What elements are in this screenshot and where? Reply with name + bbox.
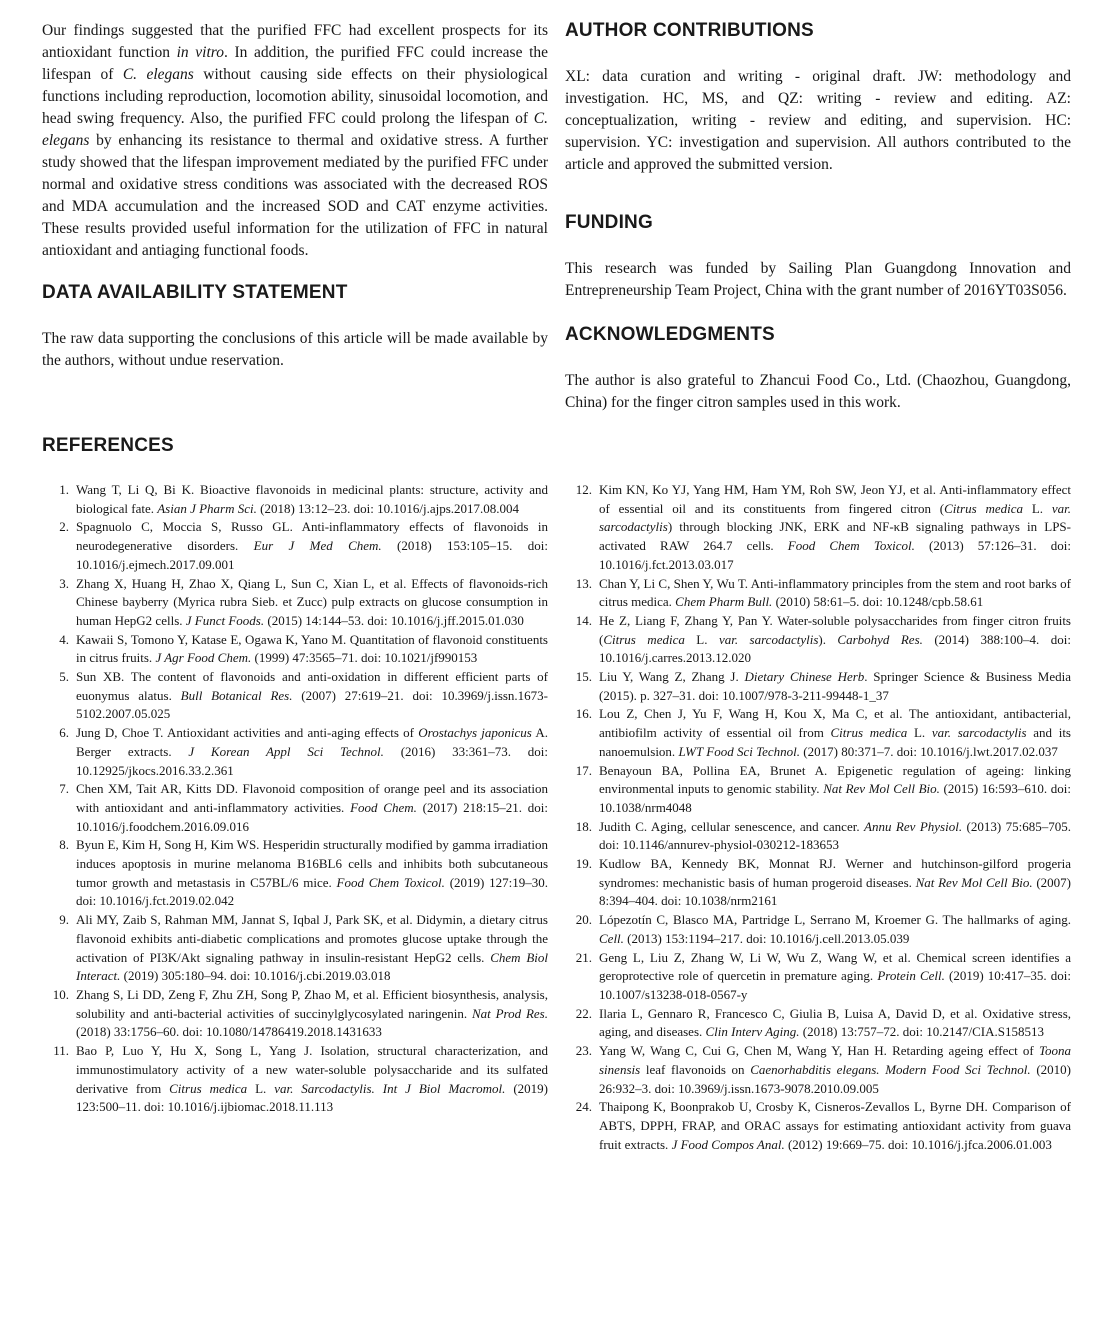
reference-item xyxy=(565,1098,1071,1154)
reference-number: 23. xyxy=(575,1043,592,1059)
author-contributions-heading: AUTHOR CONTRIBUTIONS xyxy=(565,20,814,41)
reference-text: Yang W, Wang C, Cui G, Chen M, Wang Y, Han H. Retarding ageing effect of Toona sinensis leaf flavonoids on Caenorhabditis elegans. Modern Food Sci Technol. (2010) 26:932–3. doi: 10.3969/j.issn.1673-9078.2010.09.005 xyxy=(599,1043,1071,1096)
reference-number: 22. xyxy=(575,1005,592,1021)
reference-number: 1. xyxy=(59,482,69,497)
reference-text: Judith C. Aging, cellular senescence, and cancer. Annu Rev Physiol. (2013) 75:685–705. doi: 10.1146/annurev-physiol-030212-183653 xyxy=(599,818,1071,853)
reference-text: Kudlow BA, Kennedy BK, Monnat RJ. Werner and hutchinson-gilford progeria syndromes: mechanistic basis of human progeroid diseases. Nat Rev Mol Cell Bio. (2007) 8:394–404. doi: 10.1038/nrm2161 xyxy=(599,856,1071,909)
reference-item xyxy=(565,855,1071,911)
reference-number: 20. xyxy=(575,912,592,928)
reference-item xyxy=(565,612,1071,668)
reference-text: Spagnuolo C, Moccia S, Russo GL. Anti-inflammatory effects of flavonoids in neurodegenerative disorders. Eur J Med Chem. (2018) 153:105–15. doi: 10.1016/j.ejmech.2017.09.001 xyxy=(76,519,548,572)
reference-text: Chen XM, Tait AR, Kitts DD. Flavonoid composition of orange peel and its association with antioxidant and anti-inflammatory activities. Food Chem. (2017) 218:15–21. doi: 10.1016/j.foodchem.2016.09.016 xyxy=(76,781,548,834)
reference-text: Zhang S, Li DD, Zeng F, Zhu ZH, Song P, Zhao M, et al. Efficient biosynthesis, analysis, solubility and anti-bacterial activities of succinylglycosylated naringenin. Nat Prod Res. (2018) 33:1756–60. doi: 10.1080/14786419.2018.1431633 xyxy=(76,986,548,1040)
reference-number: 11. xyxy=(53,1043,69,1059)
funding-body: This research was funded by Sailing Plan Guangdong Innovation and Entrepreneurship Team Project, China with the grant number of 2016YT03S056. xyxy=(565,260,1071,299)
reference-item xyxy=(42,986,548,1042)
reference-text: Benayoun BA, Pollina EA, Brunet A. Epigenetic regulation of ageing: linking environmental inputs to genomic stability. Nat Rev Mol Cell Bio. (2015) 16:593–610. doi: 10.1038/nrm4048 xyxy=(599,762,1072,815)
reference-number: 5. xyxy=(59,669,69,685)
reference-item xyxy=(42,780,548,836)
reference-number: 12. xyxy=(575,482,592,497)
reference-text: Zhang X, Huang H, Zhao X, Qiang L, Sun C, Xian L, et al. Effects of flavonoids-rich Chinese bayberry (Myrica rubra Sieb. et Zucc) pulp extracts on glucose consumption in human HepG2 cells. J Funct Foods. (2015) 14:144–53. doi: 10.1016/j.jff.2015.01.030 xyxy=(76,575,548,628)
reference-item xyxy=(565,668,1071,705)
reference-item xyxy=(42,836,548,911)
reference-text: Chan Y, Li C, Shen Y, Wu T. Anti-inflammatory principles from the stem and root barks of citrus medica. Chem Pharm Bull. (2010) 58:61–5. doi: 10.1248/cpb.58.61 xyxy=(599,575,1071,610)
reference-text: Lópezotín C, Blasco MA, Partridge L, Serrano M, Kroemer G. The hallmarks of aging. Cell. (2013) 153:1194–217. doi: 10.1016/j.cell.2013.05.039 xyxy=(599,912,1071,946)
reference-item xyxy=(42,724,548,780)
references-list-left xyxy=(42,481,548,1117)
reference-number: 17. xyxy=(575,762,592,778)
left-column xyxy=(42,20,548,1343)
reference-item xyxy=(42,481,548,518)
reference-number: 10. xyxy=(52,986,69,1002)
reference-number: 21. xyxy=(575,949,592,965)
reference-number: 15. xyxy=(575,669,592,685)
reference-text: Kawaii S, Tomono Y, Katase E, Ogawa K, Yano M. Quantitation of flavonoid constituents in citrus fruits. J Agr Food Chem. (1999) 47:3565–71. doi: 10.1021/jf990153 xyxy=(76,631,548,666)
conclusion-paragraph: Our findings suggested that the purified FFC had excellent prospects for its antioxidant function in vitro. In addition, the purified FFC could increase the lifespan of C. elegans without causing side effects on their physiological functions including reproduction, locomotion ability, sinusoidal locomotion, and head swing frequency. Also, the purified FFC could prolong the lifespan of C. elegans by enhancing its resistance to thermal and oxidative stress. A further study showed that the lifespan improvement mediated by the purified FFC under normal and oxidative stress conditions was associated with the decreased ROS and MDA accumulation and the increased SOD and CAT enzyme activities. These results provided useful information for the utilization of FFC in natural antioxidant and antiaging functional foods. xyxy=(42,22,549,259)
acknowledgments-body: The author is also grateful to Zhancui Food Co., Ltd. (Chaozhou, Guangdong, China) for the finger citron samples used in this work. xyxy=(565,372,1071,411)
reference-number: 3. xyxy=(59,575,69,591)
reference-number: 16. xyxy=(575,706,592,722)
reference-text: Bao P, Luo Y, Hu X, Song L, Yang J. Isolation, structural characterization, and immunostimulatory activity of a new water-soluble polysaccharide and its sulfated derivative from Citrus medica L. var. Sarcodactylis. Int J Biol Macromol. (2019) 123:500–11. doi: 10.1016/j.ijbiomac.2018.11.113 xyxy=(76,1043,548,1115)
reference-number: 18. xyxy=(575,818,592,834)
reference-text: He Z, Liang F, Zhang Y, Pan Y. Water-soluble polysaccharides from finger citron fruits (Citrus medica L. var. sarcodactylis). Carbohyd Res. (2014) 388:100–4. doi: 10.1016/j.carres.2013.12.020 xyxy=(599,612,1071,666)
reference-item xyxy=(565,1042,1071,1098)
reference-item xyxy=(42,1042,548,1117)
data-availability-heading: DATA AVAILABILITY STATEMENT xyxy=(42,282,348,303)
reference-item xyxy=(42,631,548,668)
reference-text: Wang T, Li Q, Bi K. Bioactive flavonoids in medicinal plants: structure, activity and biological fate. Asian J Pharm Sci. (2018) 13:12–23. doi: 10.1016/j.ajps.2017.08.004 xyxy=(76,482,548,516)
reference-text: Ilaria L, Gennaro R, Francesco C, Giulia B, Luisa A, David D, et al. Oxidative stress, aging, and diseases. Clin Interv Aging. (2018) 13:757–72. doi: 10.2147/CIA.S158513 xyxy=(599,1005,1071,1040)
reference-item xyxy=(565,1005,1071,1042)
references-heading: REFERENCES xyxy=(42,435,174,456)
reference-number: 24. xyxy=(575,1099,592,1115)
reference-number: 9. xyxy=(59,912,69,928)
reference-number: 2. xyxy=(59,519,69,535)
reference-number: 4. xyxy=(59,631,69,647)
reference-number: 6. xyxy=(59,725,69,741)
reference-number: 8. xyxy=(59,837,69,853)
reference-item xyxy=(42,911,548,986)
reference-number: 7. xyxy=(59,781,69,797)
reference-number: 19. xyxy=(575,856,592,872)
reference-item xyxy=(42,575,548,631)
reference-item xyxy=(565,481,1071,575)
reference-number: 14. xyxy=(575,612,592,628)
author-contributions-body: XL: data curation and writing - original draft. JW: methodology and investigation. HC, MS, and QZ: writing - review and editing. AZ: conceptualization, writing - review and editing, and supervision. HC: supervision. YC: investigation and supervision. All authors contributed to the article and approved the submitted version. xyxy=(565,68,1071,173)
reference-item xyxy=(565,575,1071,612)
reference-text: Sun XB. The content of flavonoids and anti-oxidation in different efficient parts of euonymus alatus. Bull Botanical Res. (2007) 27:619–21. doi: 10.3969/j.issn.1673-5102.2007.05.025 xyxy=(76,669,549,722)
right-column xyxy=(565,20,1071,1343)
reference-text: Thaipong K, Boonprakob U, Crosby K, Cisneros-Zevallos L, Byrne DH. Comparison of ABTS, DPPH, FRAP, and ORAC assays for estimating antioxidant activity from guava fruit extracts. J Food Compos Anal. (2012) 19:669–75. doi: 10.1016/j.jfca.2006.01.003 xyxy=(599,1099,1071,1152)
reference-item xyxy=(565,762,1071,818)
reference-item xyxy=(565,705,1071,761)
reference-item xyxy=(565,818,1071,855)
reference-item xyxy=(565,949,1071,1005)
reference-item xyxy=(42,668,548,724)
reference-text: Lou Z, Chen J, Yu F, Wang H, Kou X, Ma C, et al. The antioxidant, antibacterial, antibiofilm activity of essential oil from Citrus medica L. var. sarcodactylis and its nanoemulsion. LWT Food Sci Technol. (2017) 80:371–7. doi: 10.1016/j.lwt.2017.02.037 xyxy=(599,706,1071,759)
funding-heading: FUNDING xyxy=(565,212,653,233)
reference-number: 13. xyxy=(575,575,592,591)
reference-item xyxy=(42,518,548,574)
reference-text: Kim KN, Ko YJ, Yang HM, Ham YM, Roh SW, Jeon YJ, et al. Anti-inflammatory effect of essential oil and its constituents from fingered citron (Citrus medica L. var. sarcodactylis) through blocking JNK, ERK and NF-κB signaling pathways in LPS-activated RAW 264.7 cells. Food Chem Toxicol. (2013) 57:126–31. doi: 10.1016/j.fct.2013.03.017 xyxy=(599,482,1071,572)
reference-text: Liu Y, Wang Z, Zhang J. Dietary Chinese Herb. Springer Science & Business Media (2015). p. 327–31. doi: 10.1007/978-3-211-99448-1_37 xyxy=(599,669,1072,703)
data-availability-body: The raw data supporting the conclusions of this article will be made available by the authors, without undue reservation. xyxy=(42,330,548,369)
reference-text: Geng L, Liu Z, Zhang W, Li W, Wu Z, Wang W, et al. Chemical screen identifies a geroprotective role of quercetin in premature aging. Protein Cell. (2019) 10:417–35. doi: 10.1007/s13238-018-0567-y xyxy=(599,949,1071,1002)
references-list-right xyxy=(565,481,1071,1154)
reference-text: Ali MY, Zaib S, Rahman MM, Jannat S, Iqbal J, Park SK, et al. Didymin, a dietary citrus flavonoid exhibits anti-diabetic complications and promotes glucose uptake through the activation of PI3K/Akt signaling pathway in insulin-resistant HepG2 cells. Chem Biol Interact. (2019) 305:180–94. doi: 10.1016/j.cbi.2019.03.018 xyxy=(76,912,548,984)
reference-text: Jung D, Choe T. Antioxidant activities and anti-aging effects of Orostachys japonicus A. Berger extracts. J Korean Appl Sci Technol. (2016) 33:361–73. doi: 10.12925/jkocs.2016.33.2.361 xyxy=(76,725,549,778)
reference-text: Byun E, Kim H, Song H, Kim WS. Hesperidin structurally modified by gamma irradiation induces apoptosis in murine melanoma B16BL6 cells and inhibits both subcutaneous tumor growth and metastasis in C57BL/6 mice. Food Chem Toxicol. (2019) 127:19–30. doi: 10.1016/j.fct.2019.02.042 xyxy=(76,837,548,909)
acknowledgments-heading: ACKNOWLEDGMENTS xyxy=(565,324,775,345)
reference-item xyxy=(565,911,1071,948)
